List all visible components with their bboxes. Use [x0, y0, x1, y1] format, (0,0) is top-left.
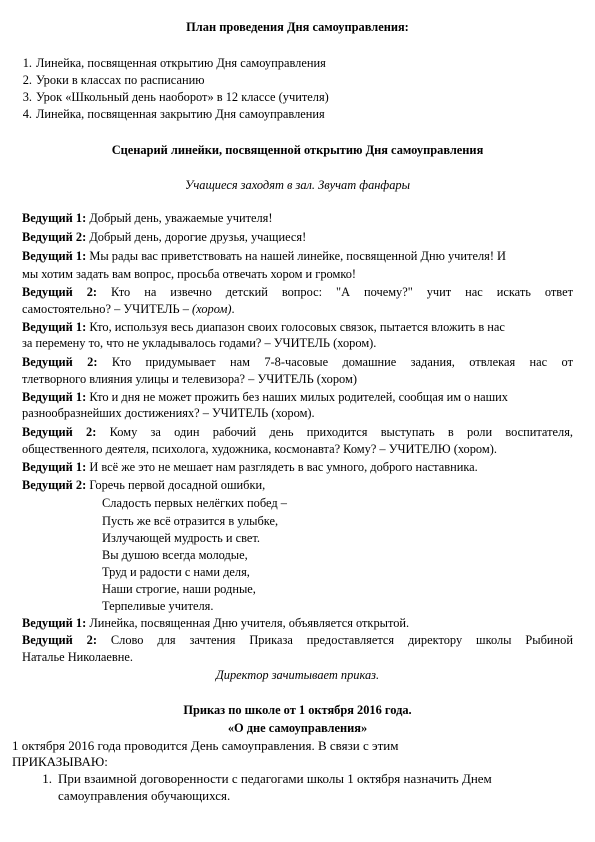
list-item-text: Линейка, посвященная закрытию Дня самоуправления: [36, 107, 325, 121]
dialogue-continuation: тлетворного влияния улицы и телевизора? – УЧИТЕЛЬ (хором): [22, 372, 357, 386]
list-number: 3.: [22, 90, 32, 104]
line-text: Добрый день, уважаемые учителя!: [86, 211, 273, 225]
dialogue-line: [22, 249, 506, 264]
speaker-label: Ведущий 2:: [22, 355, 98, 369]
speaker-label: Ведущий 2:: [22, 425, 97, 439]
line-text: И всё же это не мешает нам разглядеть в вас умного, доброго наставника.: [86, 460, 478, 474]
speaker-label: Ведущий 1:: [22, 320, 87, 334]
dialogue-line: [22, 616, 409, 631]
chorus-note: (хором): [192, 302, 232, 316]
poem-line: Вы душою всегда молодые,: [102, 548, 248, 562]
line-text: самостоятельно? – УЧИТЕЛЬ –: [22, 302, 193, 316]
order-item-text: При взаимной договоренности с педагогами школы 1 октября назначить Днем: [58, 771, 492, 786]
speaker-label: Ведущий 1:: [22, 390, 87, 404]
speaker-label: Ведущий 2:: [22, 285, 98, 299]
plan-title: План проведения Дня самоуправления:: [186, 20, 409, 34]
order-subtitle: «О дне самоуправления»: [227, 721, 368, 735]
list-item-text: Линейка, посвященная открытию Дня самоуправления: [36, 56, 326, 70]
scenario-title: Сценарий линейки, посвященной открытию Дня самоуправления: [111, 143, 484, 157]
order-item: [42, 771, 492, 786]
dialogue-line: [22, 230, 306, 245]
dialogue-line: [22, 355, 573, 370]
dialogue-line: [22, 285, 573, 300]
speaker-label: Ведущий 1:: [22, 616, 87, 630]
line-text: Линейка, посвященная Дню учителя, объявляется открытой.: [86, 616, 410, 630]
list-item-text: Урок «Школьный день наоборот» в 12 классе (учителя): [36, 90, 329, 104]
line-text: Кто, используя весь диапазон своих голосовых связок, пытается вложить в нас: [86, 320, 505, 334]
list-item: [22, 90, 329, 105]
list-number: 2.: [22, 73, 32, 87]
list-item: [22, 56, 326, 71]
dialogue-continuation: разнообразнейших достижениях? – УЧИТЕЛЬ (хором).: [22, 406, 315, 420]
list-number: 4.: [22, 107, 32, 121]
line-text: Слово для зачтения Приказа предоставляется директору школы Рыбиной: [97, 633, 573, 647]
dialogue-continuation: общественного деятеля, психолога, художника, космонавта? Кому? – УЧИТЕЛЮ (хором).: [22, 442, 497, 456]
line-text: Кому за один рабочий день приходится выступать в роли воспитателя,: [96, 425, 573, 439]
dialogue-continuation: Наталье Николаевне.: [22, 650, 133, 664]
dialogue-line: [22, 425, 573, 440]
dialogue-continuation: за перемену то, что не укладывалось годами? – УЧИТЕЛЬ (хором).: [22, 336, 377, 350]
speaker-label: Ведущий 1:: [22, 460, 87, 474]
dialogue-line: [22, 633, 573, 648]
list-item: [22, 107, 325, 122]
speaker-label: Ведущий 2:: [22, 478, 87, 492]
line-text: Мы рады вас приветствовать на нашей линейке, посвященной Дню учителя! И: [86, 249, 507, 263]
dialogue-continuation: мы хотим задать вам вопрос, просьба отвечать хором и громко!: [22, 267, 357, 281]
line-text: Горечь первой досадной ошибки,: [86, 478, 266, 492]
stage-direction: Учащиеся заходят в зал. Звучат фанфары: [185, 178, 410, 192]
order-paragraph: 1 октября 2016 года проводится День самоуправления. В связи с этим: [12, 738, 399, 753]
dialogue-line: [22, 211, 273, 226]
poem-line: Труд и радости с нами деля,: [102, 565, 250, 579]
line-text: Кто и дня не может прожить без наших милых родителей, сообщая им о наших: [86, 390, 508, 404]
dialogue-continuation: [22, 302, 235, 317]
line-text: Кто на извечно детский вопрос: "А почему?" учит нас искать ответ: [97, 285, 573, 299]
poem-line: Сладость первых нелёгких побед –: [102, 496, 287, 510]
order-title: Приказ по школе от 1 октября 2016 года.: [183, 703, 412, 717]
line-text: Кто придумывает нам 7-8-часовые домашние задания, отвлекая нас от: [97, 355, 573, 369]
poem-line: Наши строгие, наши родные,: [102, 582, 256, 596]
dialogue-line: [22, 390, 508, 405]
poem-line: Пусть же всё отразится в улыбке,: [102, 514, 279, 528]
poem-line: Терпеливые учителя.: [102, 599, 214, 613]
order-item-continuation: самоуправления обучающихся.: [58, 788, 231, 803]
stage-direction: Директор зачитывает приказ.: [215, 668, 380, 682]
poem-line: Излучающей мудрость и свет.: [102, 531, 260, 545]
list-item-text: Уроки в классах по расписанию: [36, 73, 205, 87]
list-item: [22, 73, 205, 88]
speaker-label: Ведущий 1:: [22, 211, 87, 225]
line-text: .: [231, 302, 235, 316]
speaker-label: Ведущий 2:: [22, 230, 87, 244]
dialogue-line: [22, 460, 478, 475]
list-number: 1.: [22, 56, 32, 70]
order-heading: ПРИКАЗЫВАЮ:: [12, 754, 108, 769]
line-text: Добрый день, дорогие друзья, учащиеся!: [86, 230, 307, 244]
speaker-label: Ведущий 2:: [22, 633, 98, 647]
dialogue-line: [22, 478, 265, 493]
list-number: 1.: [42, 771, 52, 786]
dialogue-line: [22, 320, 505, 335]
speaker-label: Ведущий 1:: [22, 249, 87, 263]
